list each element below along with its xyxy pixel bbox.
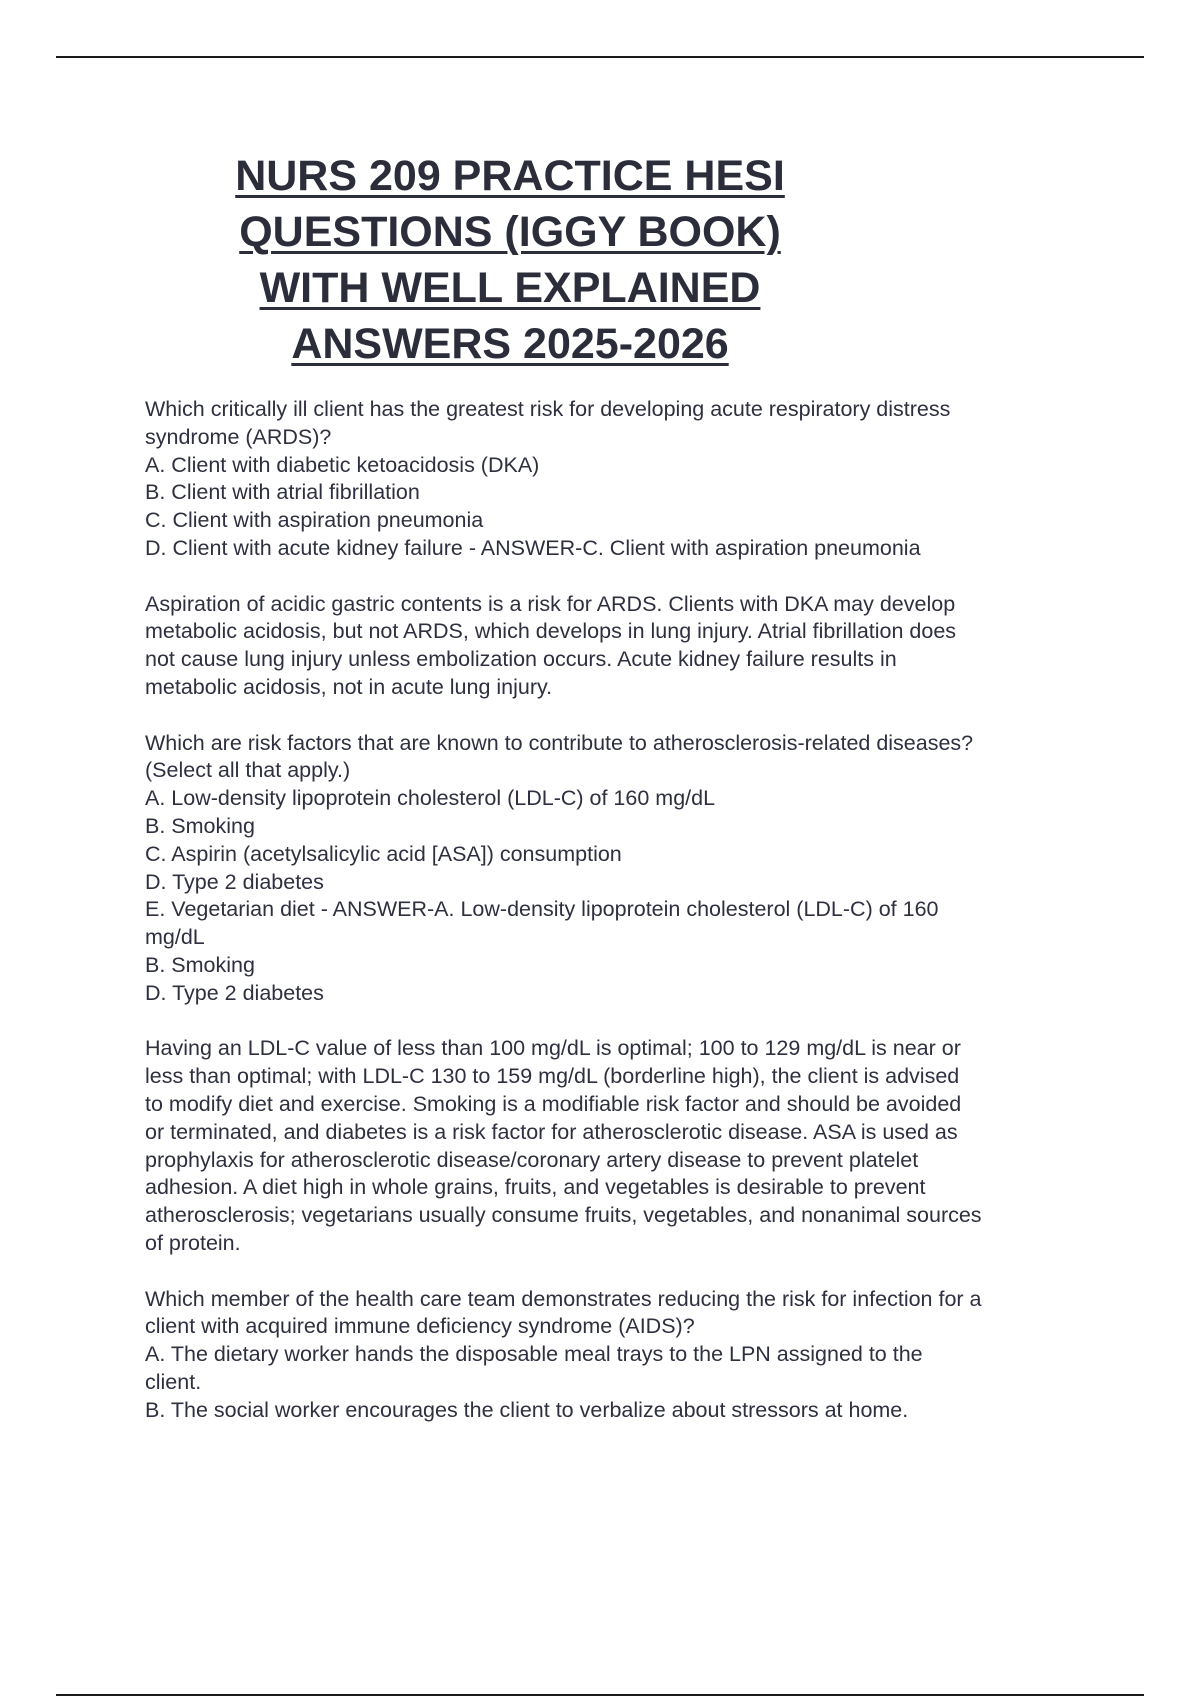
answer-text: D. Type 2 diabetes — [145, 980, 324, 1005]
rationale-text: less than optimal; with LDL-C 130 to 159 mg/dL (borderline high), the client is advised — [145, 1064, 960, 1089]
rationale-text: metabolic acidosis, not in acute lung injury. — [145, 674, 553, 699]
answer-option: C. Client with aspiration pneumonia — [145, 508, 484, 533]
answer-option: A. Client with diabetic ketoacidosis (DKA) — [145, 452, 540, 477]
rationale-text: metabolic acidosis, but not ARDS, which develops in lung injury. Atrial fibrillation does — [145, 619, 957, 644]
title-line: ANSWERS 2025-2026 — [291, 320, 729, 368]
answer-text: B. Smoking — [145, 952, 255, 977]
rationale-text: to modify diet and exercise. Smoking is a modifiable risk factor and should be avoided — [145, 1091, 962, 1116]
paragraph-gap — [145, 563, 1105, 591]
answer-option: A. Low-density lipoprotein cholesterol (LDL-C) of 160 mg/dL — [145, 786, 716, 811]
answer-option: B. The social worker encourages the client to verbalize about stressors at home. — [145, 1397, 909, 1422]
document-body — [145, 396, 1105, 1424]
title-line: WITH WELL EXPLAINED — [259, 264, 761, 312]
answer-option-with-answer: E. Vegetarian diet - ANSWER-A. Low-density lipoprotein cholesterol (LDL-C) of 160 — [145, 897, 939, 922]
paragraph-gap — [145, 1008, 1105, 1036]
question-text: Which critically ill client has the greatest risk for developing acute respiratory distress — [145, 397, 951, 421]
question-text: (Select all that apply.) — [145, 758, 351, 783]
question-block — [145, 396, 1105, 563]
title-line: QUESTIONS (IGGY BOOK) — [239, 208, 781, 256]
rationale-text: or terminated, and diabetes is a risk factor for atherosclerotic disease. ASA is used as — [145, 1119, 958, 1144]
top-divider — [56, 56, 1144, 58]
bottom-divider — [56, 1694, 1144, 1696]
rationale-text: of protein. — [145, 1230, 241, 1255]
answer-option: A. The dietary worker hands the disposable meal trays to the LPN assigned to the — [145, 1342, 923, 1367]
answer-option: client. — [145, 1369, 202, 1394]
paragraph-gap — [145, 702, 1105, 730]
document-title — [150, 148, 870, 372]
rationale-text: adhesion. A diet high in whole grains, fruits, and vegetables is desirable to prevent — [145, 1175, 926, 1200]
paragraph-gap — [145, 1258, 1105, 1286]
rationale-text: Aspiration of acidic gastric contents is a risk for ARDS. Clients with DKA may develop — [145, 591, 956, 616]
answer-text: mg/dL — [145, 925, 205, 950]
rationale-text: Having an LDL-C value of less than 100 mg/dL is optimal; 100 to 129 mg/dL is near or — [145, 1036, 961, 1061]
rationale-text: atherosclerosis; vegetarians usually consume fruits, vegetables, and nonanimal sources — [145, 1203, 982, 1228]
answer-option: B. Smoking — [145, 813, 255, 838]
rationale-text: prophylaxis for atherosclerotic disease/coronary artery disease to prevent platelet — [145, 1147, 919, 1172]
rationale-text: not cause lung injury unless embolization occurs. Acute kidney failure results in — [145, 647, 897, 672]
question-text: syndrome (ARDS)? — [145, 424, 332, 449]
question-block — [145, 1286, 1105, 1425]
answer-option: C. Aspirin (acetylsalicylic acid [ASA]) consumption — [145, 841, 622, 866]
rationale-block — [145, 1035, 1105, 1257]
answer-option-with-answer: D. Client with acute kidney failure - ANSWER-C. Client with aspiration pneumonia — [145, 535, 921, 560]
question-text: Which are risk factors that are known to contribute to atherosclerosis-related diseases? — [145, 730, 974, 755]
question-text: client with acquired immune deficiency syndrome (AIDS)? — [145, 1314, 695, 1339]
question-text: Which member of the health care team demonstrates reducing the risk for infection for a — [145, 1286, 982, 1311]
answer-option: D. Type 2 diabetes — [145, 869, 324, 894]
title-line: NURS 209 PRACTICE HESI — [235, 152, 785, 200]
rationale-block — [145, 591, 1105, 702]
question-block — [145, 730, 1105, 1008]
answer-option: B. Client with atrial fibrillation — [145, 480, 420, 505]
